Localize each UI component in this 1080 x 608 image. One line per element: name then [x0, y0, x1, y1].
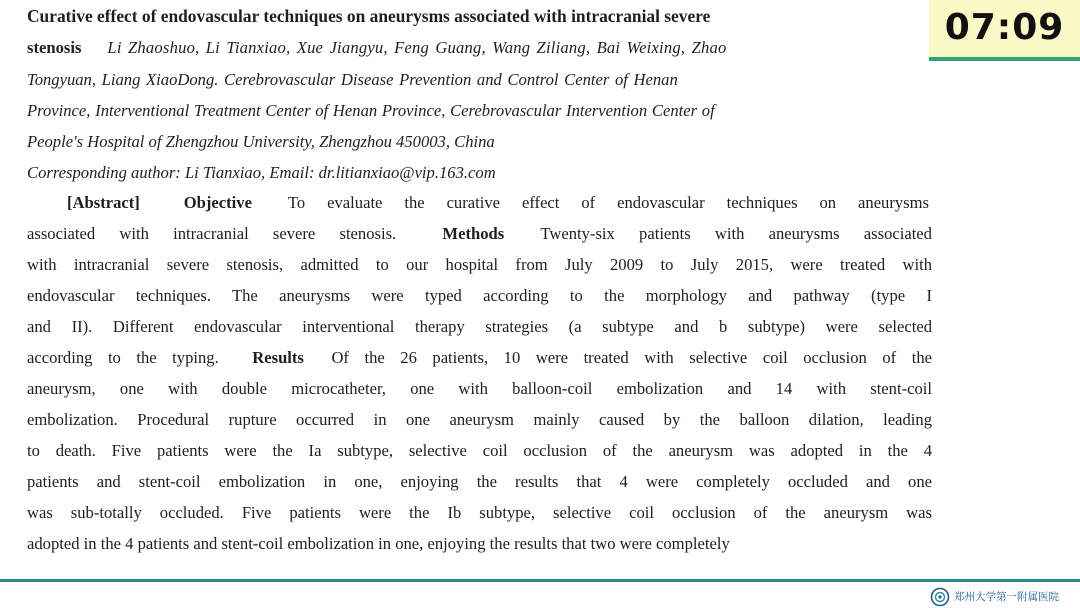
abstract-line-3: with intracranial severe stenosis, admitted to our hospital from July 2009 to July 2015, were treated with [27, 255, 932, 274]
objective-text-end: associated with intracranial severe stenosis. [27, 224, 397, 243]
countdown-timer: 07:09 [929, 0, 1080, 61]
abstract-line-9: to death. Five patients were the Ia subtype, selective coil occlusion of the aneurysm was adopted in the 4 [27, 441, 932, 460]
paper-title: Curative effect of endovascular techniques on aneurysms associated with intracranial severe [27, 6, 711, 26]
abstract-line-11: was sub-totally occluded. Five patients were the Ib subtype, selective coil occlusion of the aneurysm was [27, 503, 932, 522]
paper-title-continuation: stenosis [27, 38, 82, 57]
authors-line-1: Li Zhaoshuo, Li Tianxiao, Xue Jiangyu, Feng Guang, Wang Ziliang, Bai Weixing, Zhao [107, 38, 727, 57]
affiliation-line-2: People's Hospital of Zhengzhou University, Zhengzhou 450003, China [27, 132, 495, 151]
hospital-name: 郑州大学第一附属医院 [954, 591, 1059, 603]
hospital-emblem-icon [930, 587, 950, 607]
methods-text-end: according to the typing. [27, 348, 219, 367]
authors-line-2: Tongyuan, Liang XiaoDong. Cerebrovascular Disease Prevention and Control Center of Henan [27, 70, 678, 89]
objective-label: Objective [183, 193, 252, 212]
abstract-line-6 [27, 346, 932, 370]
corresponding-author: Corresponding author: Li Tianxiao, Email: dr.litianxiao@vip.163.com [27, 163, 496, 182]
footer-divider [0, 579, 1080, 582]
hospital-logo [930, 587, 1070, 607]
abstract-line-4: endovascular techniques. The aneurysms were typed according to the morphology and pathway (type I [27, 286, 932, 305]
results-label: Results [252, 348, 304, 367]
methods-label: Methods [442, 224, 505, 243]
abstract-line-1 [67, 191, 929, 215]
methods-text-start: Twenty-six patients with aneurysms associated [540, 224, 932, 243]
abstract-line-2 [27, 222, 932, 246]
objective-text: To evaluate the curative effect of endovascular techniques on aneurysms [287, 193, 930, 212]
abstract-line-7: aneurysm, one with double microcatheter, one with balloon-coil embolization and 14 with stent-coil [27, 379, 932, 398]
abstract-line-12: adopted in the 4 patients and stent-coil embolization in one, enjoying the results that two were completely [27, 534, 730, 553]
title-author-line [27, 36, 932, 60]
results-text-start: Of the 26 patients, 10 were treated with selective coil occlusion of the [331, 348, 932, 367]
abstract-line-10: patients and stent-coil embolization in one, enjoying the results that 4 were completely occluded and one [27, 472, 932, 491]
affiliation-line-1: Province, Interventional Treatment Center of Henan Province, Cerebrovascular Intervention Center of [27, 101, 715, 120]
abstract-label: [Abstract] [67, 193, 140, 212]
abstract-line-8: embolization. Procedural rupture occurred in one aneurysm mainly caused by the balloon dilation, leading [27, 410, 932, 429]
abstract-line-5: and II). Different endovascular interventional therapy strategies (a subtype and b subtype) were selected [27, 317, 932, 336]
